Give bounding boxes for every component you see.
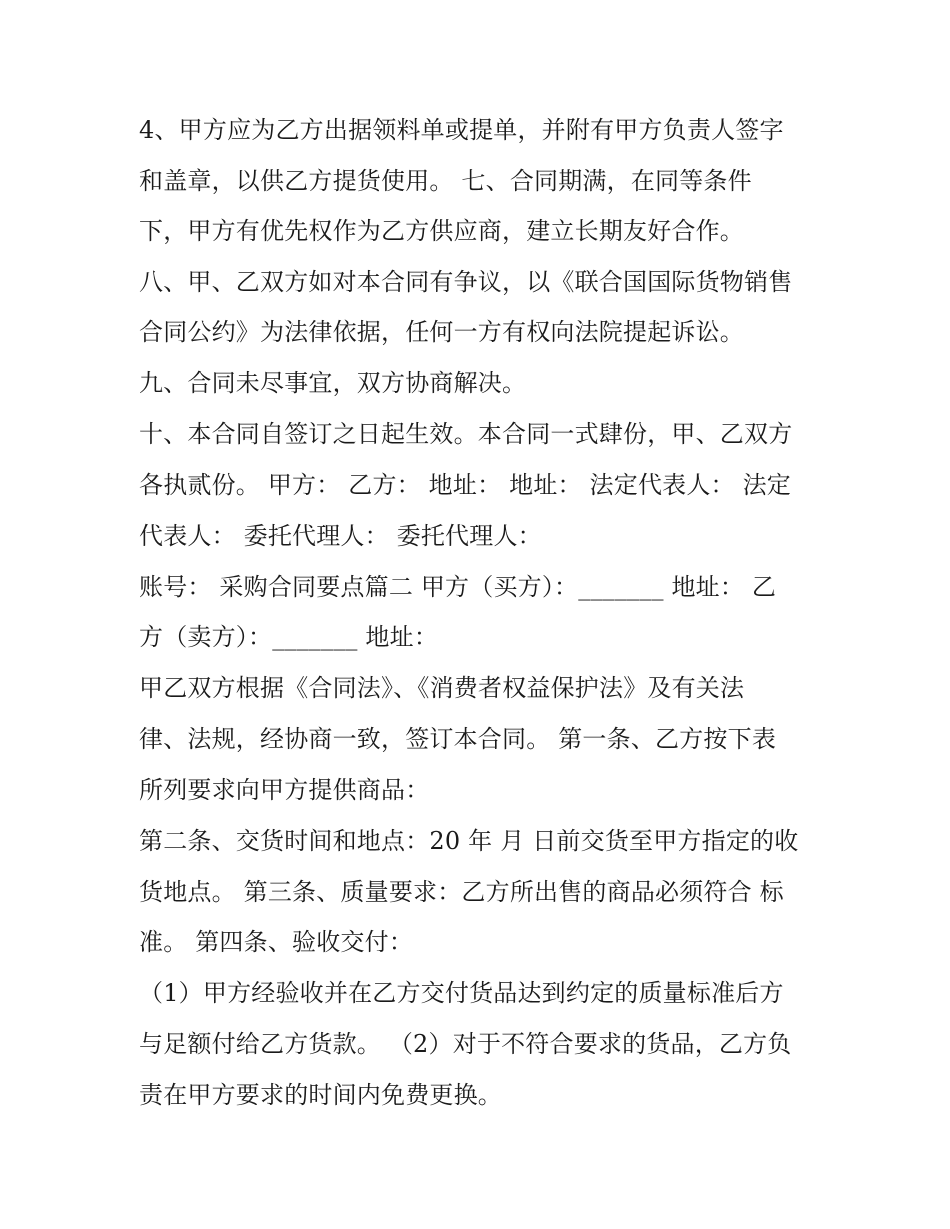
text-line: 账号： 采购合同要点篇二 甲方（买方）：_______ 地址： 乙 — [139, 573, 777, 601]
text-line: （1）甲方经验收并在乙方交付货品达到约定的质量标准后方 — [139, 979, 784, 1007]
text-line: 与足额付给乙方货款。 （2）对于不符合要求的货品，乙方负 — [139, 1030, 792, 1058]
text-line: 各执贰份。 甲方： 乙方： 地址： 地址： 法定代表人： 法定 — [139, 471, 791, 499]
text-line: 八、甲、乙双方如对本合同有争议，以《联合国国际货物销售 — [139, 268, 793, 296]
text-line: 和盖章，以供乙方提货使用。 七、合同期满，在同等条件 — [139, 167, 752, 195]
text-line: 合同公约》为法律依据，任何一方有权向法院提起诉讼。 — [139, 318, 744, 346]
text-line: 下，甲方有优先权作为乙方供应商，建立长期友好合作。 — [139, 217, 744, 245]
text-line: 代表人： 委托代理人： 委托代理人： — [139, 522, 542, 550]
text-line: 所列要求向甲方提供商品： — [139, 776, 430, 804]
text-line: 责在甲方要求的时间内免费更换。 — [139, 1081, 502, 1109]
text-line: 律、法规，经协商一致，签订本合同。 第一条、乙方按下表 — [139, 725, 777, 753]
text-line: 甲乙双方根据《合同法》、《消费者权益保护法》及有关法 — [139, 674, 745, 702]
text-line: 准。 第四条、验收交付： — [139, 928, 414, 956]
text-line: 货地点。 第三条、质量要求：乙方所出售的商品必须符合 标 — [139, 878, 784, 906]
text-line: 4、甲方应为乙方出据领料单或提单，并附有甲方负责人签字 — [139, 116, 784, 144]
text-line: 第二条、交货时间和地点：20 年 月 日前交货至甲方指定的收 — [139, 827, 799, 855]
text-line: 九、合同未尽事宜，双方协商解决。 — [139, 369, 527, 397]
text-line: 方（卖方）：_______ 地址： — [139, 623, 439, 651]
text-line: 十、本合同自签订之日起生效。本合同一式肆份，甲、乙双方 — [139, 420, 793, 448]
